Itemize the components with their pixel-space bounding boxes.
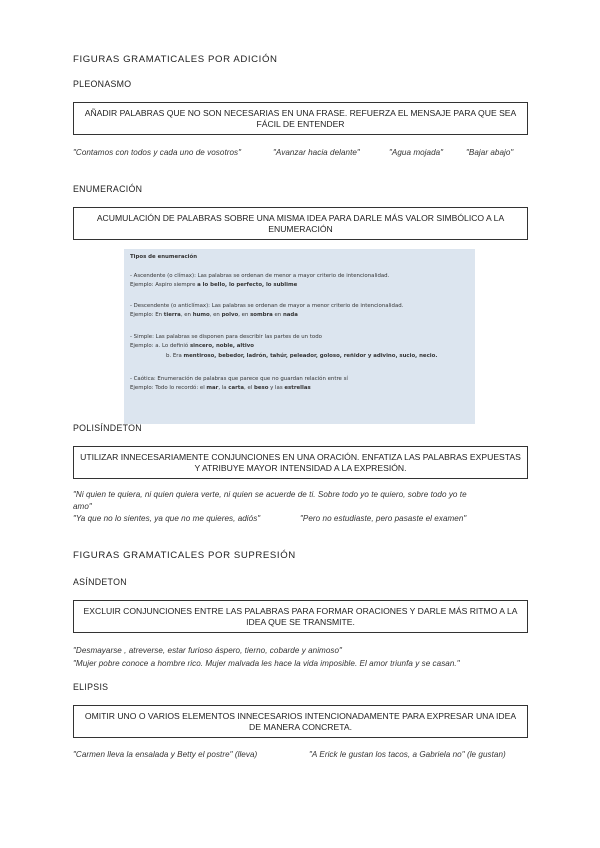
asindeton-definition-box xyxy=(73,600,528,633)
polisindeton-example-2: "Ya que no lo sientes, ya que no me quieres, adiós" xyxy=(73,514,261,523)
polisindeton-definition-box xyxy=(73,446,528,479)
polisindeton-example-1-line-2: amo" xyxy=(73,502,92,511)
pleonasmo-definition: AÑADIR PALABRAS QUE NO SON NECESARIAS EN UNA FRASE. REFUERZA EL MENSAJE PARA QUE SEA FÁCIL DE ENTENDER xyxy=(84,108,517,129)
pleonasmo-example-4: "Bajar abajo" xyxy=(466,148,514,157)
elipsis-definition-box xyxy=(73,705,528,738)
panel-ascendente: - Ascendente (o clímax): Las palabras se ordenan de menor a mayor criterio de intencionalidad. xyxy=(130,273,390,279)
section-title-adicion: FIGURAS GRAMATICALES POR ADICIÓN xyxy=(73,54,278,65)
polisindeton-example-1-line-1: "Ni quien te quiera, ni quien quiera verte, ni quien se acuerde de ti. Sobre todo yo te quiero, sobre todo yo te xyxy=(73,490,467,499)
panel-ascendente-example: Ejemplo: Aspiro siempre a lo bello, lo perfecto, lo sublime xyxy=(130,282,298,288)
asindeton-example-2: "Mujer pobre conoce a hombre rico. Mujer malvada les hace la vida imposible. El amor triunfa y se casan." xyxy=(73,659,460,668)
enumeracion-definition: ACUMULACIÓN DE PALABRAS SOBRE UNA MISMA IDEA PARA DARLE MÁS VALOR SIMBÓLICO A LA ENUMERACIÓN xyxy=(96,213,505,234)
enumeracion-definition-box xyxy=(73,207,528,240)
elipsis-example-1: "Carmen lleva la ensalada y Betty el postre" (lleva) xyxy=(73,750,258,759)
pleonasmo-example-3: "Agua mojada" xyxy=(389,148,444,157)
polisindeton-definition: UTILIZAR INNECESARIAMENTE CONJUNCIONES EN UNA ORACIÓN. ENFATIZA LAS PALABRAS EXPUESTAS Y ATRIBUYE MAYOR INTENSIDAD A LA EXPRESIÓN. xyxy=(80,452,521,473)
panel-simple-example-a: Ejemplo: a. Lo definió sincero, noble, altivo xyxy=(130,343,254,349)
pleonasmo-example-2: "Avanzar hacia delante" xyxy=(273,148,360,157)
elipsis-title: ELIPSIS xyxy=(73,682,109,692)
pleonasmo-definition-box xyxy=(73,102,528,135)
panel-heading: Tipos de enumeración xyxy=(130,254,198,260)
elipsis-definition: OMITIR UNO O VARIOS ELEMENTOS INNECESARIOS INTENCIONADAMENTE PARA EXPRESAR UNA IDEA DE MANERA CONCRETA. xyxy=(84,711,517,732)
asindeton-definition: EXCLUIR CONJUNCIONES ENTRE LAS PALABRAS PARA FORMAR ORACIONES Y DARLE MÁS RITMO A LA IDEA QUE SE TRANSMITE. xyxy=(83,606,518,627)
polisindeton-example-3: "Pero no estudiaste, pero pasaste el examen" xyxy=(300,514,467,523)
panel-simple: - Simple: Las palabras se disponen para describir las partes de un todo xyxy=(130,334,322,340)
pleonasmo-example-1: "Contamos con todos y cada uno de vosotros" xyxy=(73,148,242,157)
pleonasmo-title: PLEONASMO xyxy=(73,79,132,89)
panel-caotica: - Caótica: Enumeración de palabras que parece que no guardan relación entre sí xyxy=(130,376,348,382)
enumeracion-title: ENUMERACIÓN xyxy=(73,184,143,194)
panel-simple-example-b: b. Era mentiroso, bebedor, ladrón, tahúr, peleador, goloso, reñidor y adivino, sucio, necio. xyxy=(166,353,438,359)
section-title-supresion: FIGURAS GRAMATICALES POR SUPRESIÓN xyxy=(73,550,296,561)
enumeration-types-panel xyxy=(124,249,475,424)
panel-descendente-example: Ejemplo: En tierra, en humo, en polvo, en sombra en nada xyxy=(130,312,298,318)
panel-caotica-example: Ejemplo: Todo lo recordó: el mar, la carta, el beso y las estrellas xyxy=(130,385,311,391)
polisindeton-title: POLISÍNDETON xyxy=(73,423,142,433)
asindeton-title: ASÍNDETON xyxy=(73,577,127,587)
elipsis-example-2: "A Erick le gustan los tacos, a Gabriela no" (le gustan) xyxy=(309,750,506,759)
asindeton-example-1: "Desmayarse , atreverse, estar furioso áspero, tierno, cobarde y animoso" xyxy=(73,646,342,655)
panel-descendente: - Descendente (o anticlímax): Las palabras se ordenan de mayor a menor criterio de intencionalidad. xyxy=(130,303,404,309)
